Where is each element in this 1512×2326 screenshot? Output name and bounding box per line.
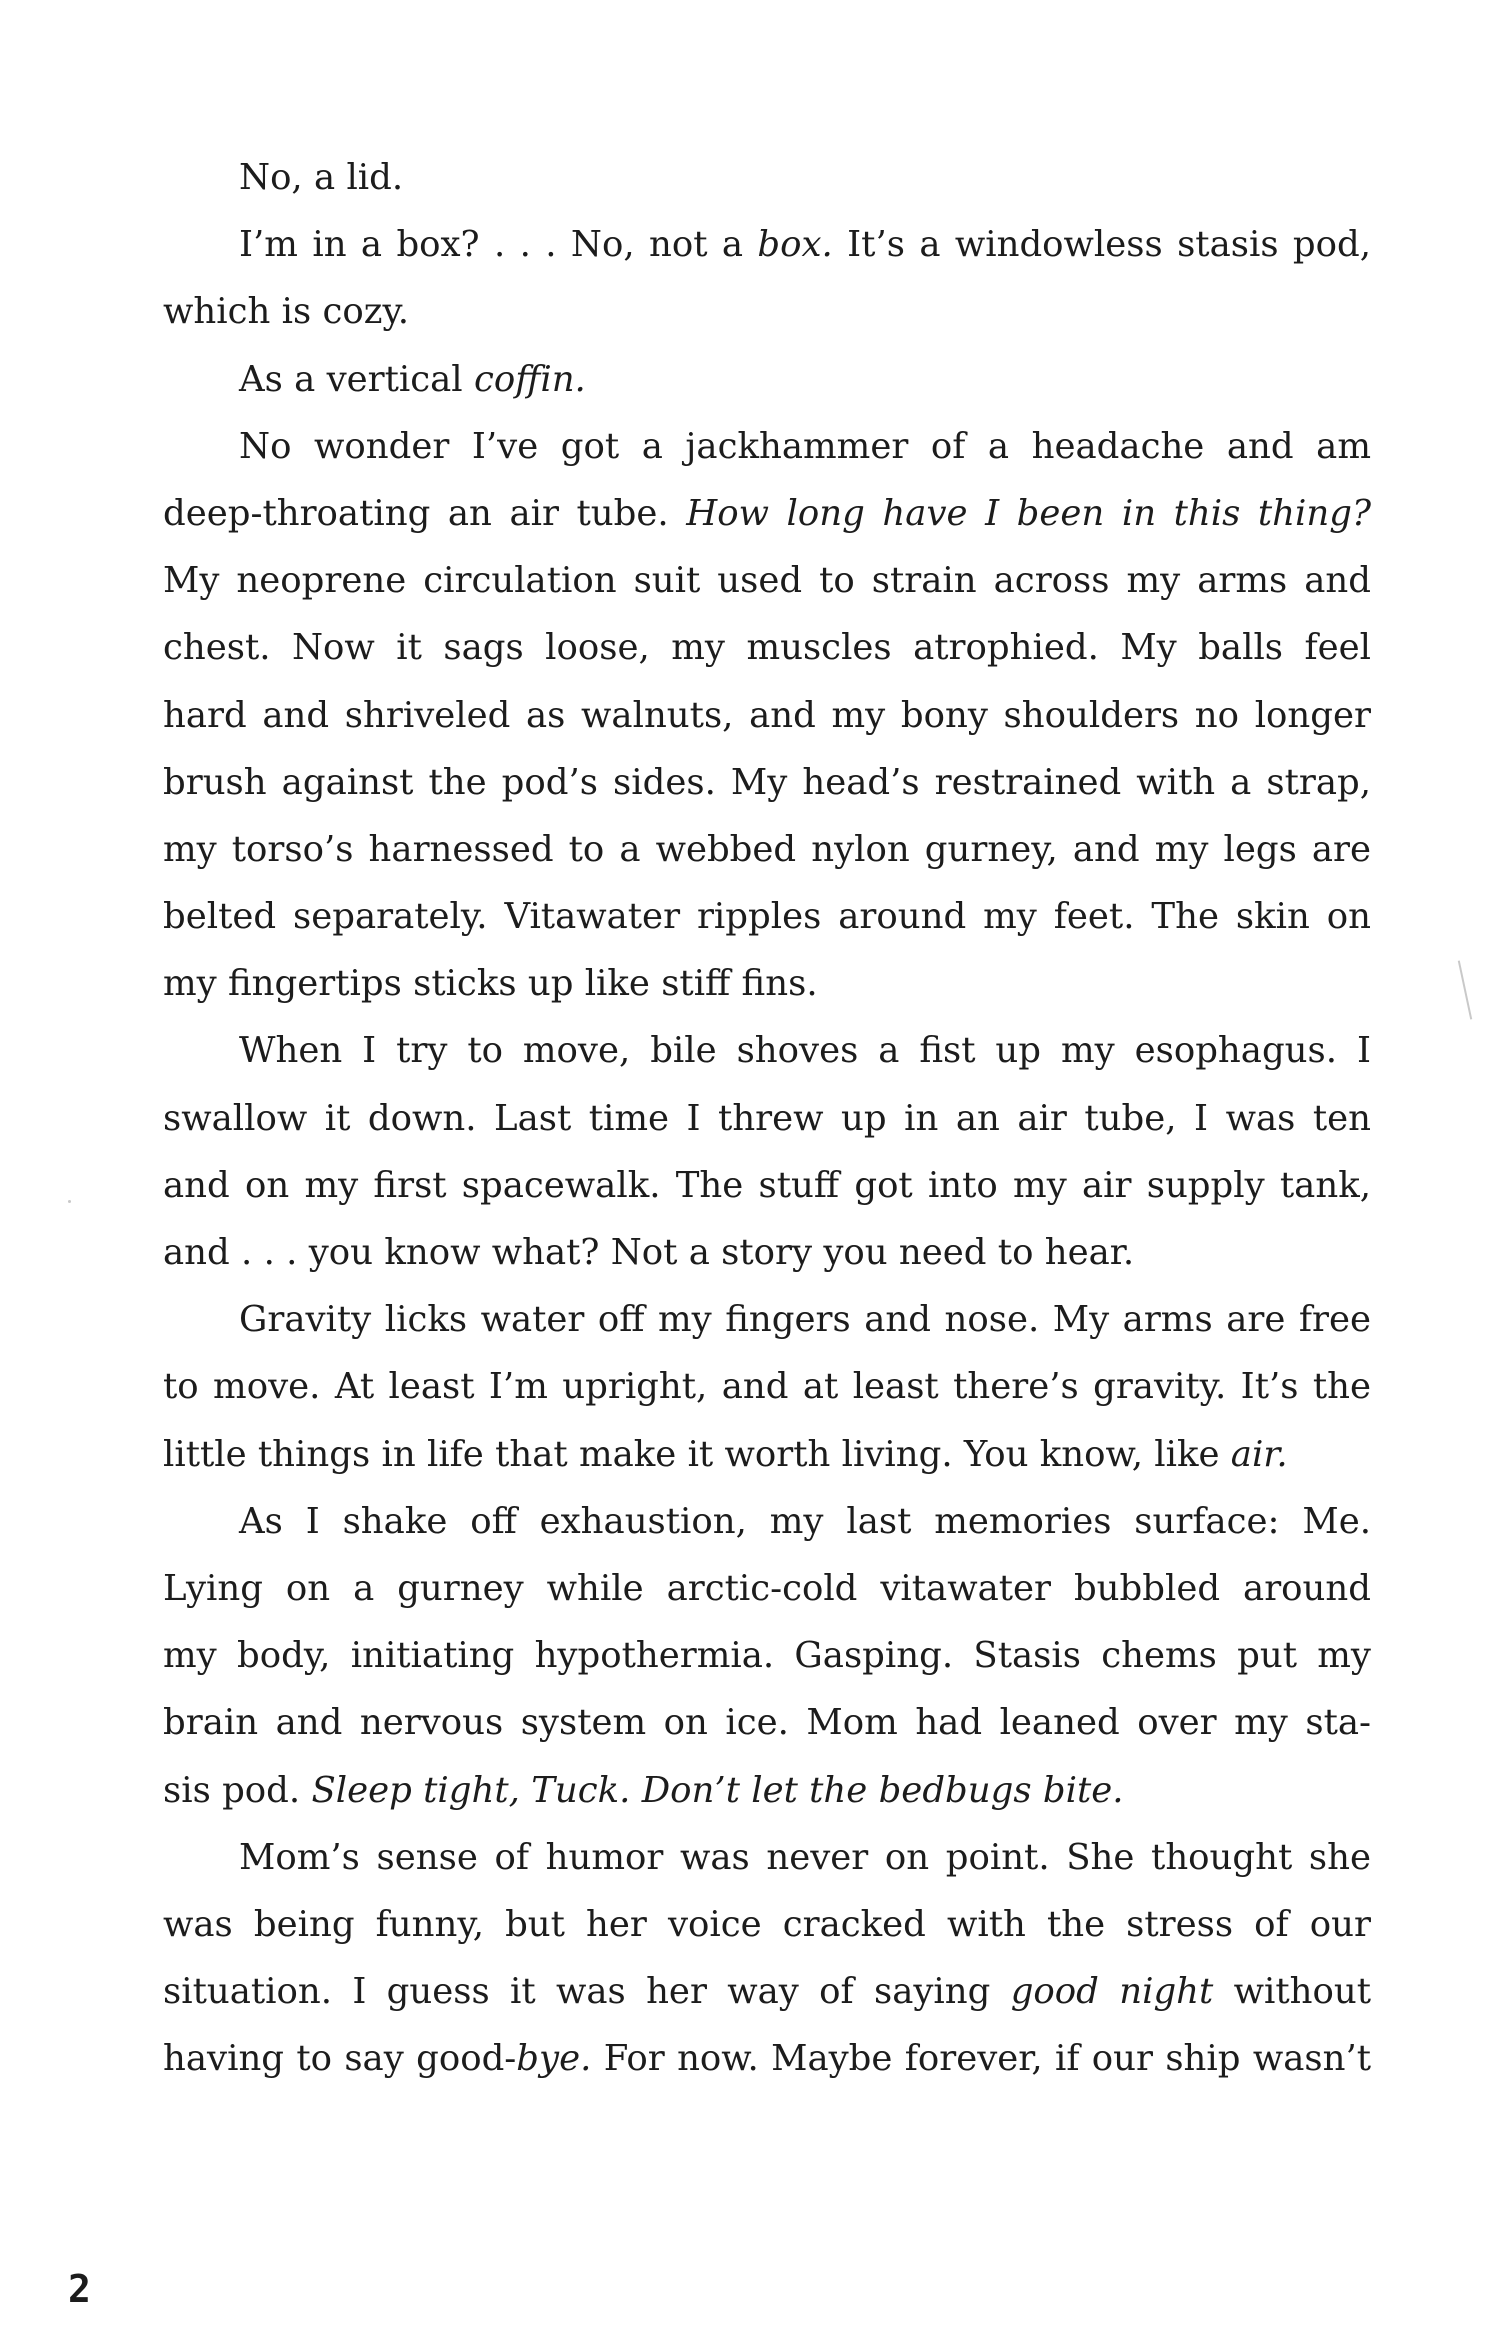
text-run: It’s a windowless stasis pod, xyxy=(832,224,1372,266)
italic-text: How long have I been in this thing? xyxy=(686,492,1371,534)
text-line xyxy=(163,1958,1371,2025)
text-run: I’m in a box? . . . No, not a xyxy=(239,224,758,266)
text-run: without xyxy=(1213,1971,1371,2013)
text-line xyxy=(163,1017,1371,1084)
text-run: As I shake off exhaustion, my last memories surface: Me. xyxy=(239,1500,1371,1542)
text-run: Gravity licks water off my fingers and nose. My arms are free xyxy=(239,1299,1371,1341)
text-run: little things in life that make it worth living. You know, like xyxy=(163,1433,1231,1475)
text-run: hard and shriveled as walnuts, and my bony shoulders no longer xyxy=(163,694,1371,736)
paragraph xyxy=(163,144,1371,211)
text-line xyxy=(163,749,1371,816)
text-line xyxy=(163,1152,1371,1219)
text-run: deep-throating an air tube. xyxy=(163,492,687,534)
text-line xyxy=(163,1286,1371,1353)
text-line xyxy=(163,480,1371,547)
text-run: and . . . you know what? Not a story you need to hear. xyxy=(163,1232,1135,1273)
page-number: 2 xyxy=(68,2267,91,2311)
text-line xyxy=(163,278,1371,345)
italic-text: good night xyxy=(1010,1971,1214,2013)
text-run: to move. At least I’m upright, and at least there’s gravity. It’s the xyxy=(163,1366,1371,1408)
text-run: my fingertips sticks up like stiff fins. xyxy=(163,963,818,1005)
paragraph xyxy=(163,413,1371,1018)
text-run: my torso’s harnessed to a webbed nylon gurney, and my legs are xyxy=(163,828,1371,870)
italic-text: box. xyxy=(757,224,833,266)
text-line xyxy=(163,1757,1371,1824)
paragraph xyxy=(163,346,1371,413)
text-run: swallow it down. Last time I threw up in an air tube, I was ten xyxy=(163,1097,1371,1139)
text-run: was being funny, but her voice cracked with the stress of our xyxy=(163,1903,1371,1945)
text-line xyxy=(163,144,1371,211)
scan-mark xyxy=(1458,960,1472,1019)
text-run: brain and nervous system on ice. Mom had leaned over my sta- xyxy=(163,1702,1371,1744)
text-line xyxy=(163,413,1371,480)
text-line xyxy=(163,1622,1371,1689)
text-run: sis pod. xyxy=(163,1769,312,1811)
paragraph xyxy=(163,1286,1371,1488)
paragraph xyxy=(163,1488,1371,1824)
italic-text: bye. xyxy=(516,2038,592,2080)
text-run: which is cozy. xyxy=(163,291,410,333)
italic-text: air. xyxy=(1230,1433,1288,1475)
text-line xyxy=(163,1353,1371,1420)
paragraph xyxy=(163,1824,1371,2093)
text-line xyxy=(163,547,1371,614)
text-run: situation. I guess it was her way of saying xyxy=(163,1971,1011,2013)
text-line xyxy=(163,1891,1371,1958)
text-run: For now. Maybe forever, if our ship wasn’t xyxy=(591,2038,1371,2080)
text-line xyxy=(163,1219,1371,1286)
italic-text: coffin. xyxy=(473,358,586,400)
text-run: Lying on a gurney while arctic-cold vitawater bubbled around xyxy=(163,1567,1371,1609)
text-line xyxy=(163,211,1371,278)
text-run: Mom’s sense of humor was never on point. She thought she xyxy=(239,1836,1371,1878)
scan-mark xyxy=(68,1200,71,1203)
text-run: brush against the pod’s sides. My head’s restrained with a strap, xyxy=(163,761,1371,803)
text-line xyxy=(163,1488,1371,1555)
text-line xyxy=(163,1824,1371,1891)
text-line xyxy=(163,1689,1371,1756)
text-run: No, a lid. xyxy=(239,157,404,198)
text-line xyxy=(163,682,1371,749)
text-run: chest. Now it sags loose, my muscles atrophied. My balls feel xyxy=(163,627,1371,669)
text-line xyxy=(163,883,1371,950)
text-line xyxy=(163,1421,1371,1488)
text-run: When I try to move, bile shoves a fist up my esophagus. I xyxy=(239,1030,1371,1072)
text-line xyxy=(163,614,1371,681)
italic-text: Sleep tight, Tuck. Don’t let the bedbugs bite. xyxy=(311,1769,1124,1811)
text-run: As a vertical xyxy=(239,358,474,400)
paragraph xyxy=(163,211,1371,345)
text-line xyxy=(163,1085,1371,1152)
paragraph xyxy=(163,1017,1371,1286)
body-text xyxy=(163,144,1371,2092)
text-run: and on my first spacewalk. The stuff got into my air supply tank, xyxy=(163,1164,1371,1206)
text-run: My neoprene circulation suit used to strain across my arms and xyxy=(163,560,1371,602)
text-line xyxy=(163,2025,1371,2092)
text-line xyxy=(163,950,1371,1017)
text-line xyxy=(163,346,1371,413)
text-run: having to say good- xyxy=(163,2038,517,2080)
text-run: belted separately. Vitawater ripples around my feet. The skin on xyxy=(163,896,1371,938)
text-run: No wonder I’ve got a jackhammer of a headache and am xyxy=(239,425,1371,467)
text-run: my body, initiating hypothermia. Gasping. Stasis chems put my xyxy=(163,1635,1371,1677)
text-line xyxy=(163,1555,1371,1622)
text-line xyxy=(163,816,1371,883)
